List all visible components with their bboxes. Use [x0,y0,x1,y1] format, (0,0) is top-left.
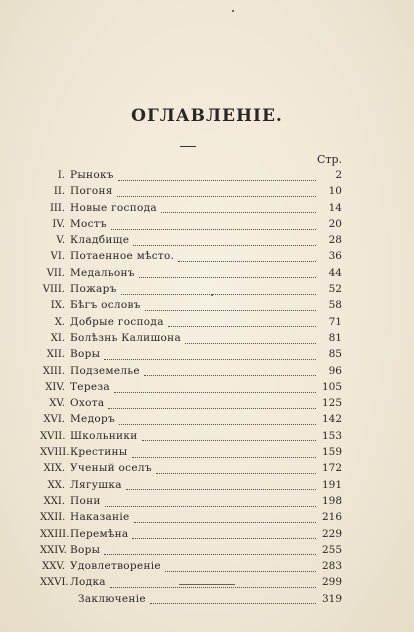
chapter-number: XV. [49,398,65,410]
chapter-title: Подземелье [70,364,140,377]
page-number: 198 [321,494,342,507]
chapter-number: XXVI. [40,577,69,589]
toc-row [40,526,342,542]
chapter-title: Рынокъ [70,169,114,181]
page-number: 216 [321,511,342,524]
page-number: 319 [321,592,342,605]
toc-row [40,200,342,216]
chapter-title: Воры [70,543,101,556]
chapter-number: XXIV. [40,544,67,556]
toc-row [40,265,342,281]
title-divider [180,146,196,147]
chapter-number: XI. [50,332,65,344]
chapter-number: XXII. [40,512,66,524]
chapter-number: XVIII. [40,447,70,459]
toc-row [40,248,342,264]
chapter-title: Заключеніе [78,592,146,605]
chapter-number: XXI. [43,495,65,507]
page-number: 142 [321,413,342,426]
chapter-number: XXIII. [40,528,70,540]
chapter-title: Охота [70,397,105,410]
dot-leader [178,251,316,262]
page-number: 44 [328,266,342,279]
chapter-number: IV. [52,218,65,230]
chapter-number: VI. [50,251,65,263]
chapter-title: Крестины [70,446,128,459]
dot-leader [150,593,316,604]
toc-row [40,314,342,330]
chapter-title: Потаенное мѣсто. [70,250,175,263]
page-number: 283 [321,560,342,573]
dot-leader [117,186,316,197]
page-number: 20 [328,217,342,230]
toc-row [40,297,342,313]
page-number: 2 [335,169,342,181]
chapter-number: X. [54,316,65,328]
chapter-title: Воры [70,348,101,361]
toc-row [40,363,342,379]
chapter-number: XVI. [43,414,65,426]
toc-row [40,183,342,199]
chapter-title: Лодка [70,576,106,589]
dot-leader [185,333,316,344]
page-number: 36 [328,250,342,263]
toc-row [40,591,342,607]
chapter-title: Удовлетвореніе [70,560,161,573]
dot-leader [126,479,316,490]
page-number: 229 [321,527,342,540]
toc-row [40,346,342,362]
page-number: 125 [321,397,342,410]
toc-row [40,216,342,232]
toc-row [40,460,342,476]
dot-leader [133,235,316,246]
chapter-number: IX. [50,300,65,312]
page-number: 191 [321,478,342,491]
toc-row [40,395,342,411]
page-number: 172 [321,462,342,475]
dot-leader [111,219,316,230]
toc-row [40,558,342,574]
page-number: 159 [321,446,342,459]
page-number: 96 [328,364,342,377]
chapter-number: II. [53,186,65,198]
chapter-number: VIII. [42,284,65,296]
chapter-number: XIX. [43,463,65,475]
toc-row [40,428,342,444]
toc-row [40,574,342,590]
page-number: 255 [321,543,342,556]
page-number: 52 [328,283,342,296]
chapter-title: Перемѣна [70,527,129,540]
dot-leader [165,561,316,572]
dot-leader [104,349,316,360]
chapter-number: XIV. [45,381,65,393]
dot-leader [118,170,316,181]
toc-row [40,542,342,558]
toc-row [40,330,342,346]
page-number: 28 [328,234,342,247]
toc-row [40,281,342,297]
page-number: 14 [328,201,342,214]
chapter-number: XXV. [42,561,65,573]
chapter-number: XVII. [40,430,66,442]
page-number: 58 [328,299,342,312]
chapter-number: XII. [46,349,65,361]
chapter-title: Пожаръ [70,283,117,296]
dot-leader [156,463,316,474]
chapter-number: XX. [47,479,65,491]
page-number: 85 [328,348,342,361]
chapter-title: Бѣгъ ословъ [70,299,141,312]
chapter-title: Добрые господа [70,315,164,328]
dot-leader [139,267,316,278]
dot-leader [144,365,316,376]
chapter-title: Школьники [70,429,138,442]
toc-row [40,167,342,183]
chapter-title: Медальонъ [70,266,135,279]
dot-leader [161,202,316,213]
dot-leader [145,300,316,311]
ink-speck [232,10,234,12]
chapter-number: XIII. [42,365,65,377]
chapter-title: Болѣзнь Калишона [70,331,182,344]
page-number: 299 [321,576,342,589]
toc-row [40,509,342,525]
chapter-title: Тереза [70,380,110,393]
toc-row [40,379,342,395]
bottom-divider [179,584,235,585]
page-column-header: Стр. [316,153,342,166]
page-number: 71 [328,315,342,328]
chapter-title: Наказаніе [70,511,130,524]
chapter-title: Лягушка [70,478,122,491]
chapter-number: VII. [46,267,65,279]
dot-leader [168,316,316,327]
dot-leader [110,577,316,588]
toc-row [40,232,342,248]
dot-leader [132,528,316,539]
chapter-title: Пони [70,494,101,507]
table-of-contents [40,167,342,607]
chapter-title: Кладбище [70,234,130,247]
toc-row [40,493,342,509]
page-number: 10 [328,185,342,198]
dot-leader [142,430,316,441]
dot-leader [121,284,316,295]
toc-row [40,444,342,460]
page-number: 105 [321,380,342,393]
dot-leader [108,398,316,409]
page-title: ОГЛАВЛЕНІЕ. [131,106,283,126]
chapter-title: Ученый оселъ [70,462,152,475]
dot-leader [119,414,316,425]
toc-row [40,477,342,493]
page-number: 153 [321,429,342,442]
chapter-number: III. [49,202,65,214]
dot-leader [134,512,317,523]
chapter-title: Погоня [70,185,113,198]
dot-leader [114,382,316,393]
chapter-title: Мостъ [70,217,107,230]
chapter-number: V. [56,235,65,247]
chapter-title: Медоръ [70,413,115,426]
dot-leader [104,544,316,555]
dot-leader [132,447,316,458]
chapter-number: I. [57,170,65,181]
dot-leader [105,496,316,507]
toc-row [40,411,342,427]
page-number: 81 [328,331,342,344]
chapter-title: Новые господа [70,201,157,214]
